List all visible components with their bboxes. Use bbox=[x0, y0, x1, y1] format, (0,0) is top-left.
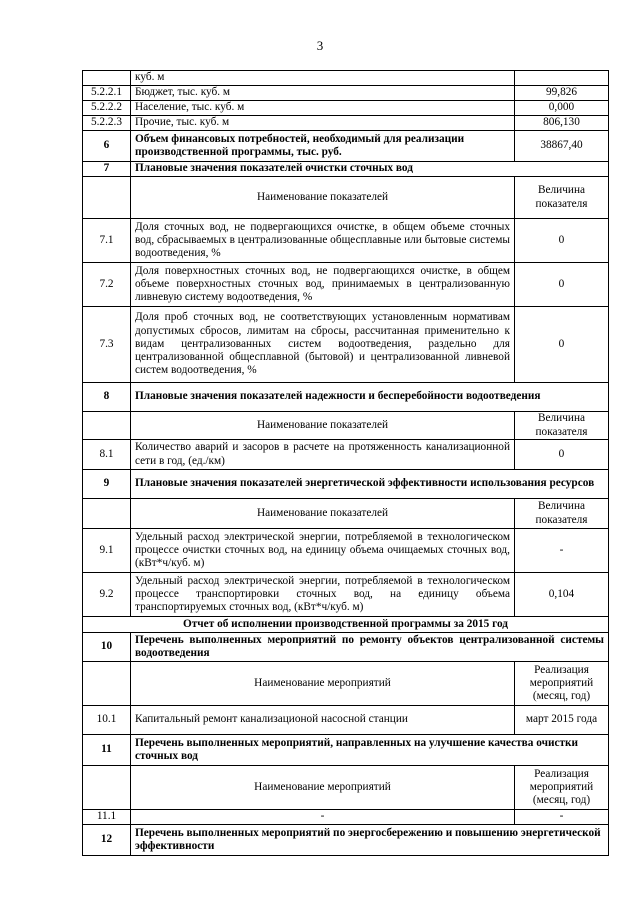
section-header-row bbox=[83, 162, 609, 177]
row-name: Удельный расход электрической энергии, потребляемой в технологическом процессе очистки сточных вод, на единицу объема очищаемых сточных вод, (кВт*ч/куб. м) bbox=[131, 529, 515, 573]
row-value: 806,130 bbox=[515, 116, 609, 131]
row-number: 6 bbox=[83, 131, 131, 162]
row-name: Количество аварий и засоров в расчете на протяженность канализационной сети в год, (ед./км) bbox=[131, 440, 515, 470]
column-header-name: Наименование мероприятий bbox=[131, 766, 515, 810]
section-header-row bbox=[83, 470, 609, 499]
row-name: Доля сточных вод, не подвергающихся очистке, в общем объеме сточных вод, сбрасываемых в централизованные общесплавные или бытовые системы водоотведения, % bbox=[131, 219, 515, 263]
row-number: 5.2.2.2 bbox=[83, 101, 131, 116]
row-number bbox=[83, 71, 131, 86]
row-value: 0,000 bbox=[515, 101, 609, 116]
row-name: Бюджет, тыс. куб. м bbox=[131, 86, 515, 101]
table-row bbox=[83, 71, 609, 86]
report-title: Отчет об исполнении производственной программы за 2015 год bbox=[83, 617, 609, 633]
row-name: Капитальный ремонт канализационой насосной станции bbox=[131, 706, 515, 735]
column-header-value: Величина показателя bbox=[515, 412, 609, 440]
row-name: Доля поверхностных сточных вод, не подвергающихся очистке, в общем объеме поверхностных сточных вод, принимаемых в централизованную ливневую систему водоотведения, % bbox=[131, 263, 515, 307]
row-value: 38867,40 bbox=[515, 131, 609, 162]
row-value: 0 bbox=[515, 307, 609, 383]
row-number: 9.1 bbox=[83, 529, 131, 573]
report-title-row bbox=[83, 617, 609, 633]
row-value: март 2015 года bbox=[515, 706, 609, 735]
row-value: 0 bbox=[515, 440, 609, 470]
row-number: 8.1 bbox=[83, 440, 131, 470]
table-row bbox=[83, 706, 609, 735]
column-header-name: Наименование показателей bbox=[131, 412, 515, 440]
section-header-row bbox=[83, 735, 609, 766]
column-header-value: Реализация мероприятий (месяц, год) bbox=[515, 662, 609, 706]
section-title: Плановые значения показателей надежности и бесперебойности водоотведения bbox=[131, 383, 609, 412]
column-header-row bbox=[83, 766, 609, 810]
column-header-value: Величина показателя bbox=[515, 499, 609, 529]
column-header-value: Реализация мероприятий (месяц, год) bbox=[515, 766, 609, 810]
row-name: Прочие, тыс. куб. м bbox=[131, 116, 515, 131]
column-header-row bbox=[83, 499, 609, 529]
section-number: 7 bbox=[83, 162, 131, 177]
column-header-value: Величина показателя bbox=[515, 177, 609, 219]
row-name: куб. м bbox=[131, 71, 515, 86]
row-number: 9.2 bbox=[83, 573, 131, 617]
row-name: Население, тыс. куб. м bbox=[131, 101, 515, 116]
section-header-row bbox=[83, 633, 609, 662]
table-row bbox=[83, 810, 609, 825]
section-title: Перечень выполненных мероприятий, направленных на улучшение качества очистки сточных вод bbox=[131, 735, 609, 766]
row-name: Объем финансовых потребностей, необходимый для реализации производственной программы, тыс. руб. bbox=[131, 131, 515, 162]
row-value: - bbox=[515, 529, 609, 573]
table-row bbox=[83, 307, 609, 383]
section-title: Перечень выполненных мероприятий по энергосбережению и повышению энергетической эффективности bbox=[131, 825, 609, 856]
table-row bbox=[83, 86, 609, 101]
section-title: Перечень выполненных мероприятий по ремонту объектов централизованной системы водоотведения bbox=[131, 633, 609, 662]
section-number: 8 bbox=[83, 383, 131, 412]
section-title: Плановые значения показателей очистки сточных вод bbox=[131, 162, 609, 177]
row-value: - bbox=[515, 810, 609, 825]
section-number: 12 bbox=[83, 825, 131, 856]
row-number: 7.1 bbox=[83, 219, 131, 263]
table-row bbox=[83, 131, 609, 162]
table-row bbox=[83, 263, 609, 307]
row-number: 11.1 bbox=[83, 810, 131, 825]
section-number: 9 bbox=[83, 470, 131, 499]
section-header-row bbox=[83, 383, 609, 412]
table-row bbox=[83, 529, 609, 573]
column-header-name: Наименование показателей bbox=[131, 499, 515, 529]
row-number: 5.2.2.3 bbox=[83, 116, 131, 131]
row-number: 7.2 bbox=[83, 263, 131, 307]
row-number: 10.1 bbox=[83, 706, 131, 735]
column-header-row bbox=[83, 662, 609, 706]
row-name: - bbox=[131, 810, 515, 825]
row-value: 99,826 bbox=[515, 86, 609, 101]
table-row bbox=[83, 101, 609, 116]
column-header-name: Наименование показателей bbox=[131, 177, 515, 219]
row-value: 0 bbox=[515, 219, 609, 263]
row-number: 5.2.2.1 bbox=[83, 86, 131, 101]
row-value: 0,104 bbox=[515, 573, 609, 617]
section-title: Плановые значения показателей энергетической эффективности использования ресурсов bbox=[131, 470, 609, 499]
table-row bbox=[83, 573, 609, 617]
column-header-row bbox=[83, 177, 609, 219]
row-name: Удельный расход электрической энергии, потребляемой в технологическом процессе транспортировки сточных вод, на единицу объема транспортируемых сточных вод, (кВт*ч/куб. м) bbox=[131, 573, 515, 617]
table-row bbox=[83, 116, 609, 131]
section-header-row bbox=[83, 825, 609, 856]
row-number: 7.3 bbox=[83, 307, 131, 383]
section-number: 11 bbox=[83, 735, 131, 766]
page-number: 3 bbox=[316, 38, 324, 53]
program-table bbox=[82, 70, 609, 856]
section-number: 10 bbox=[83, 633, 131, 662]
row-name: Доля проб сточных вод, не соответствующих установленным нормативам допустимых сбросов, лимитам на сбросы, рассчитанная применительно к видам централизованных систем водоотведения, раздельно для централизованной общесплавной (бытовой) и централизованной ливневой систем водоотведения, % bbox=[131, 307, 515, 383]
row-value bbox=[515, 71, 609, 86]
column-header-name: Наименование мероприятий bbox=[131, 662, 515, 706]
table-row bbox=[83, 219, 609, 263]
column-header-row bbox=[83, 412, 609, 440]
row-value: 0 bbox=[515, 263, 609, 307]
table-row bbox=[83, 440, 609, 470]
